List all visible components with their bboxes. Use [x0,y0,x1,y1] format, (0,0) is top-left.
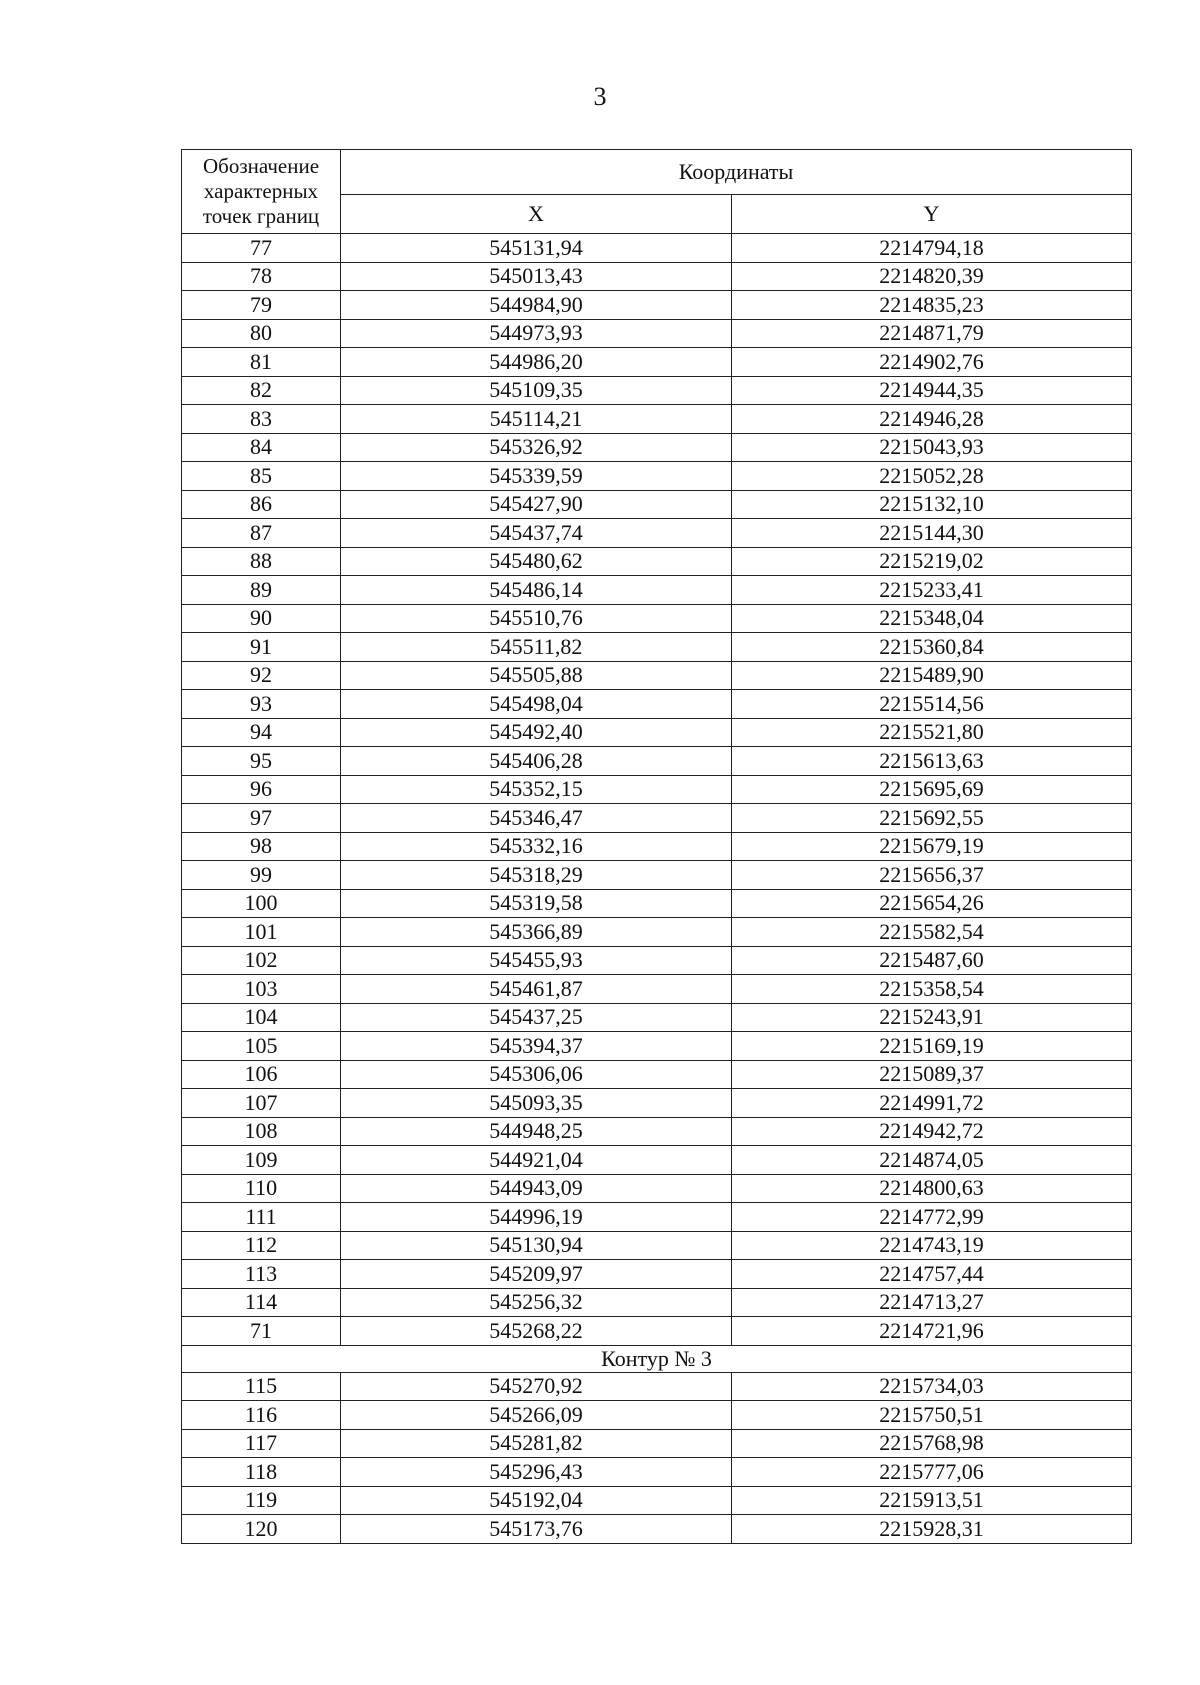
x-cell: 545455,93 [341,946,732,975]
table-row [182,690,1132,719]
x-cell: 545192,04 [341,1486,732,1515]
table-row [182,975,1132,1004]
point-cell: 109 [182,1146,341,1175]
x-cell: 545013,43 [341,262,732,291]
table-row [182,1089,1132,1118]
point-cell: 87 [182,519,341,548]
x-cell: 544986,20 [341,348,732,377]
x-cell: 544996,19 [341,1203,732,1232]
y-cell: 2214946,28 [732,405,1132,434]
table-row [182,433,1132,462]
point-cell: 113 [182,1260,341,1289]
y-cell: 2215777,06 [732,1458,1132,1487]
table-row [182,1117,1132,1146]
x-cell: 545346,47 [341,804,732,833]
point-cell: 107 [182,1089,341,1118]
point-cell: 83 [182,405,341,434]
point-cell: 101 [182,918,341,947]
point-cell: 97 [182,804,341,833]
point-cell: 102 [182,946,341,975]
table-row [182,1515,1132,1544]
x-cell: 545326,92 [341,433,732,462]
point-cell: 71 [182,1317,341,1346]
x-cell: 545406,28 [341,747,732,776]
table-row [182,1429,1132,1458]
table-row [182,234,1132,263]
table-row [182,1060,1132,1089]
x-cell: 545510,76 [341,604,732,633]
table-row [182,861,1132,890]
table-row [182,262,1132,291]
y-cell: 2215132,10 [732,490,1132,519]
point-cell: 112 [182,1231,341,1260]
point-cell: 105 [182,1032,341,1061]
table-row [182,747,1132,776]
y-cell: 2214794,18 [732,234,1132,263]
y-cell: 2215582,54 [732,918,1132,947]
y-cell: 2214772,99 [732,1203,1132,1232]
y-cell: 2215219,02 [732,547,1132,576]
table-row [182,1288,1132,1317]
y-cell: 2215928,31 [732,1515,1132,1544]
x-cell: 545505,88 [341,661,732,690]
header-point-designation: Обозначение характерных точек границ [182,150,341,234]
x-cell: 545209,97 [341,1260,732,1289]
x-cell: 545319,58 [341,889,732,918]
table-row [182,547,1132,576]
point-cell: 104 [182,1003,341,1032]
table-row [182,832,1132,861]
table-row [182,718,1132,747]
x-cell: 544948,25 [341,1117,732,1146]
y-cell: 2215654,26 [732,889,1132,918]
table-row [182,889,1132,918]
y-cell: 2214743,19 [732,1231,1132,1260]
y-cell: 2214820,39 [732,262,1132,291]
table-row [182,490,1132,519]
x-cell: 544921,04 [341,1146,732,1175]
table-row [182,1458,1132,1487]
x-cell: 545130,94 [341,1231,732,1260]
table-body [182,234,1132,1544]
table-row [182,918,1132,947]
y-cell: 2214713,27 [732,1288,1132,1317]
point-cell: 78 [182,262,341,291]
point-cell: 114 [182,1288,341,1317]
x-cell: 545437,74 [341,519,732,548]
y-cell: 2215360,84 [732,633,1132,662]
header-coordinates: Координаты [341,150,1132,195]
y-cell: 2215489,90 [732,661,1132,690]
point-cell: 94 [182,718,341,747]
y-cell: 2214835,23 [732,291,1132,320]
x-cell: 545266,09 [341,1401,732,1430]
point-cell: 96 [182,775,341,804]
y-cell: 2215613,63 [732,747,1132,776]
y-cell: 2214757,44 [732,1260,1132,1289]
point-cell: 108 [182,1117,341,1146]
table-row [182,348,1132,377]
table-row [182,462,1132,491]
point-cell: 119 [182,1486,341,1515]
table-row [182,946,1132,975]
table-row [182,519,1132,548]
x-cell: 545461,87 [341,975,732,1004]
header-x: X [341,195,732,234]
table-row [182,633,1132,662]
x-cell: 544984,90 [341,291,732,320]
y-cell: 2215521,80 [732,718,1132,747]
table-row [182,405,1132,434]
y-cell: 2215487,60 [732,946,1132,975]
x-cell: 545492,40 [341,718,732,747]
x-cell: 545486,14 [341,576,732,605]
y-cell: 2214902,76 [732,348,1132,377]
point-cell: 90 [182,604,341,633]
x-cell: 545394,37 [341,1032,732,1061]
table-row [182,1003,1132,1032]
y-cell: 2215043,93 [732,433,1132,462]
y-cell: 2214944,35 [732,376,1132,405]
x-cell: 545109,35 [341,376,732,405]
x-cell: 545093,35 [341,1089,732,1118]
point-cell: 93 [182,690,341,719]
y-cell: 2215169,19 [732,1032,1132,1061]
x-cell: 545352,15 [341,775,732,804]
table-header [182,150,1132,234]
y-cell: 2215348,04 [732,604,1132,633]
point-cell: 118 [182,1458,341,1487]
x-cell: 545498,04 [341,690,732,719]
y-cell: 2215750,51 [732,1401,1132,1430]
y-cell: 2215358,54 [732,975,1132,1004]
x-cell: 545437,25 [341,1003,732,1032]
y-cell: 2214721,96 [732,1317,1132,1346]
x-cell: 545306,06 [341,1060,732,1089]
y-cell: 2214942,72 [732,1117,1132,1146]
y-cell: 2215514,56 [732,690,1132,719]
table-row [182,1174,1132,1203]
table-row [182,1260,1132,1289]
point-cell: 86 [182,490,341,519]
x-cell: 545339,59 [341,462,732,491]
y-cell: 2215052,28 [732,462,1132,491]
y-cell: 2215913,51 [732,1486,1132,1515]
y-cell: 2215692,55 [732,804,1132,833]
x-cell: 545131,94 [341,234,732,263]
x-cell: 545427,90 [341,490,732,519]
section-title: Контур № 3 [182,1345,1132,1372]
section-row [182,1345,1132,1372]
x-cell: 545173,76 [341,1515,732,1544]
point-cell: 100 [182,889,341,918]
point-cell: 98 [182,832,341,861]
point-cell: 79 [182,291,341,320]
table-row [182,319,1132,348]
x-cell: 545332,16 [341,832,732,861]
x-cell: 545511,82 [341,633,732,662]
y-cell: 2215679,19 [732,832,1132,861]
table-row [182,1486,1132,1515]
point-cell: 117 [182,1429,341,1458]
table-row [182,775,1132,804]
header-y: Y [732,195,1132,234]
point-cell: 95 [182,747,341,776]
y-cell: 2215656,37 [732,861,1132,890]
y-cell: 2215695,69 [732,775,1132,804]
point-cell: 110 [182,1174,341,1203]
point-cell: 81 [182,348,341,377]
point-cell: 84 [182,433,341,462]
x-cell: 544943,09 [341,1174,732,1203]
table-row [182,1401,1132,1430]
x-cell: 545268,22 [341,1317,732,1346]
table-row [182,1317,1132,1346]
x-cell: 545270,92 [341,1372,732,1401]
table-row [182,291,1132,320]
table-row [182,604,1132,633]
point-cell: 82 [182,376,341,405]
x-cell: 545480,62 [341,547,732,576]
table-row [182,804,1132,833]
point-cell: 111 [182,1203,341,1232]
y-cell: 2214991,72 [732,1089,1132,1118]
table-row [182,1032,1132,1061]
table-row [182,1146,1132,1175]
x-cell: 544973,93 [341,319,732,348]
y-cell: 2215243,91 [732,1003,1132,1032]
table-row [182,1203,1132,1232]
point-cell: 106 [182,1060,341,1089]
y-cell: 2215233,41 [732,576,1132,605]
x-cell: 545318,29 [341,861,732,890]
point-cell: 85 [182,462,341,491]
point-cell: 103 [182,975,341,1004]
table-row [182,661,1132,690]
point-cell: 115 [182,1372,341,1401]
point-cell: 92 [182,661,341,690]
point-cell: 88 [182,547,341,576]
x-cell: 545281,82 [341,1429,732,1458]
table-row [182,376,1132,405]
y-cell: 2214871,79 [732,319,1132,348]
point-cell: 80 [182,319,341,348]
point-cell: 77 [182,234,341,263]
point-cell: 120 [182,1515,341,1544]
table-row [182,576,1132,605]
table-row [182,1231,1132,1260]
table-row [182,1372,1132,1401]
point-cell: 91 [182,633,341,662]
y-cell: 2215768,98 [732,1429,1132,1458]
y-cell: 2214874,05 [732,1146,1132,1175]
point-cell: 89 [182,576,341,605]
y-cell: 2215734,03 [732,1372,1132,1401]
x-cell: 545256,32 [341,1288,732,1317]
y-cell: 2215144,30 [732,519,1132,548]
point-cell: 99 [182,861,341,890]
x-cell: 545366,89 [341,918,732,947]
point-cell: 116 [182,1401,341,1430]
y-cell: 2215089,37 [732,1060,1132,1089]
y-cell: 2214800,63 [732,1174,1132,1203]
page-number: 3 [593,82,607,111]
coordinates-table [181,149,1132,1544]
x-cell: 545296,43 [341,1458,732,1487]
x-cell: 545114,21 [341,405,732,434]
